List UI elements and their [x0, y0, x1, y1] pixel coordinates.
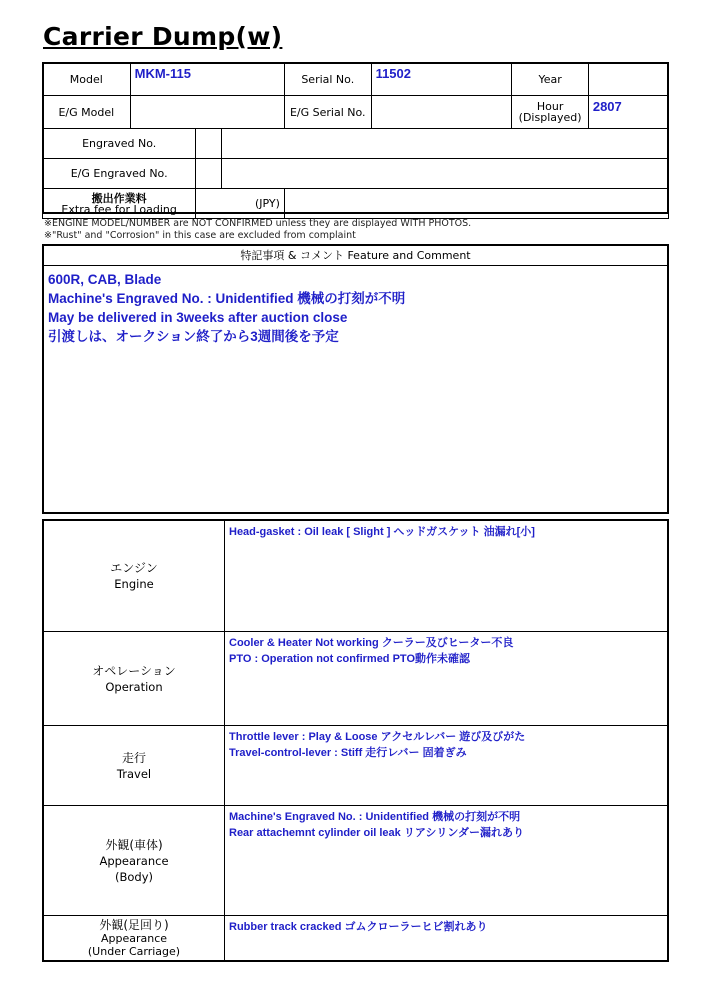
section-label [44, 521, 225, 631]
section-text [229, 809, 663, 841]
spec-table [42, 62, 669, 219]
section-label-en: Engine [114, 577, 154, 591]
section-label [44, 806, 225, 915]
section-line: Throttle lever : Play & Loose アクセルレバー 遊び及びがた [229, 731, 526, 743]
hour-label [512, 96, 588, 129]
section-label-en: Appearance [99, 853, 169, 868]
comment-header: 特記事項 & コメント Feature and Comment [44, 246, 667, 266]
section-line: Cooler & Heater Not working クーラー及びヒーター不良 [229, 637, 514, 649]
engraved-value [221, 129, 668, 159]
section-label-jp: 外観(車体) [105, 837, 163, 852]
comment-line: Machine's Engraved No. : Unidentified 機械の打刻が不明 [48, 291, 406, 306]
section-line: Machine's Engraved No. : Unidentified 機械の打刻が不明 [229, 811, 521, 823]
comment-box [42, 244, 669, 514]
section-line: Head-gasket : Oil leak [ Slight ] ヘッドガスケット 油漏れ[小] [229, 526, 535, 538]
section-label [44, 916, 225, 960]
section-line: Travel-control-lever : Stiff 走行レバー 固着ぎみ [229, 747, 467, 759]
section-label-jp: オペレーション [92, 663, 176, 678]
hour-label-line1: Hour [536, 100, 564, 113]
year-value [588, 63, 668, 96]
comment-line: 引渡しは、オークション終了から3週間後を予定 [48, 329, 339, 344]
page-title: Carrier Dump(w) [43, 22, 283, 51]
section-label-jp: 走行 [121, 750, 146, 765]
eg-serial-label: E/G Serial No. [284, 96, 371, 129]
fee-label [43, 189, 196, 219]
section-text [229, 919, 663, 935]
model-label: Model [43, 63, 131, 96]
notes [44, 218, 471, 242]
eg-model-value [130, 96, 284, 129]
section-appearance-body [44, 805, 667, 915]
section-label [44, 632, 225, 725]
section-operation [44, 631, 667, 725]
section-line: Rear attachemnt cylinder oil leak リアシリンダー漏れあり [229, 827, 524, 839]
section-text [229, 635, 663, 667]
section-travel [44, 725, 667, 805]
engraved-value-box [196, 129, 222, 159]
section-label-en2: (Under Carriage) [87, 944, 181, 958]
eg-engraved-value [221, 159, 668, 189]
comment-body [44, 266, 667, 350]
comment-line: May be delivered in 3weeks after auction close [48, 310, 348, 325]
model-value: MKM-115 [130, 63, 284, 96]
eg-model-label: E/G Model [43, 96, 131, 129]
comment-line: 600R, CAB, Blade [48, 272, 162, 287]
serial-label: Serial No. [284, 63, 371, 96]
note-engine: ※ENGINE MODEL/NUMBER are NOT CONFIRMED unless they are displayed WITH PHOTOS. [44, 218, 472, 229]
eg-serial-value [371, 96, 512, 129]
section-engine [44, 521, 667, 631]
fee-currency: (JPY) [196, 189, 285, 219]
section-label-en: Operation [105, 679, 163, 694]
inspection-sections [42, 519, 669, 962]
eg-engraved-value-box [196, 159, 222, 189]
engraved-label: Engraved No. [43, 129, 196, 159]
section-text [229, 524, 663, 540]
section-label-jp: 外観(足回り) [99, 917, 169, 932]
section-label-en: Travel [116, 766, 152, 781]
hour-label-line2: (Displayed) [518, 111, 582, 124]
fee-value [284, 189, 668, 219]
hour-value: 2807 [588, 96, 668, 129]
section-label [44, 726, 225, 805]
note-rust: ※"Rust" and "Corrosion" in this case are excluded from complaint [44, 230, 356, 241]
fee-label-jp: 搬出作業料 [91, 191, 147, 205]
year-label: Year [512, 63, 588, 96]
section-text [229, 729, 663, 761]
section-label-en: Appearance [100, 931, 168, 945]
section-appearance-undercarriage [44, 915, 667, 960]
section-label-en2: (Body) [114, 869, 153, 884]
section-label-jp: エンジン [110, 561, 158, 575]
section-line: Rubber track cracked ゴムクローラーヒビ割れあり [229, 921, 488, 933]
serial-value: 11502 [371, 63, 512, 96]
fee-label-en: Extra fee for Loading [61, 202, 177, 216]
eg-engraved-label: E/G Engraved No. [43, 159, 196, 189]
section-line: PTO : Operation not confirmed PTO動作未確認 [229, 653, 470, 665]
